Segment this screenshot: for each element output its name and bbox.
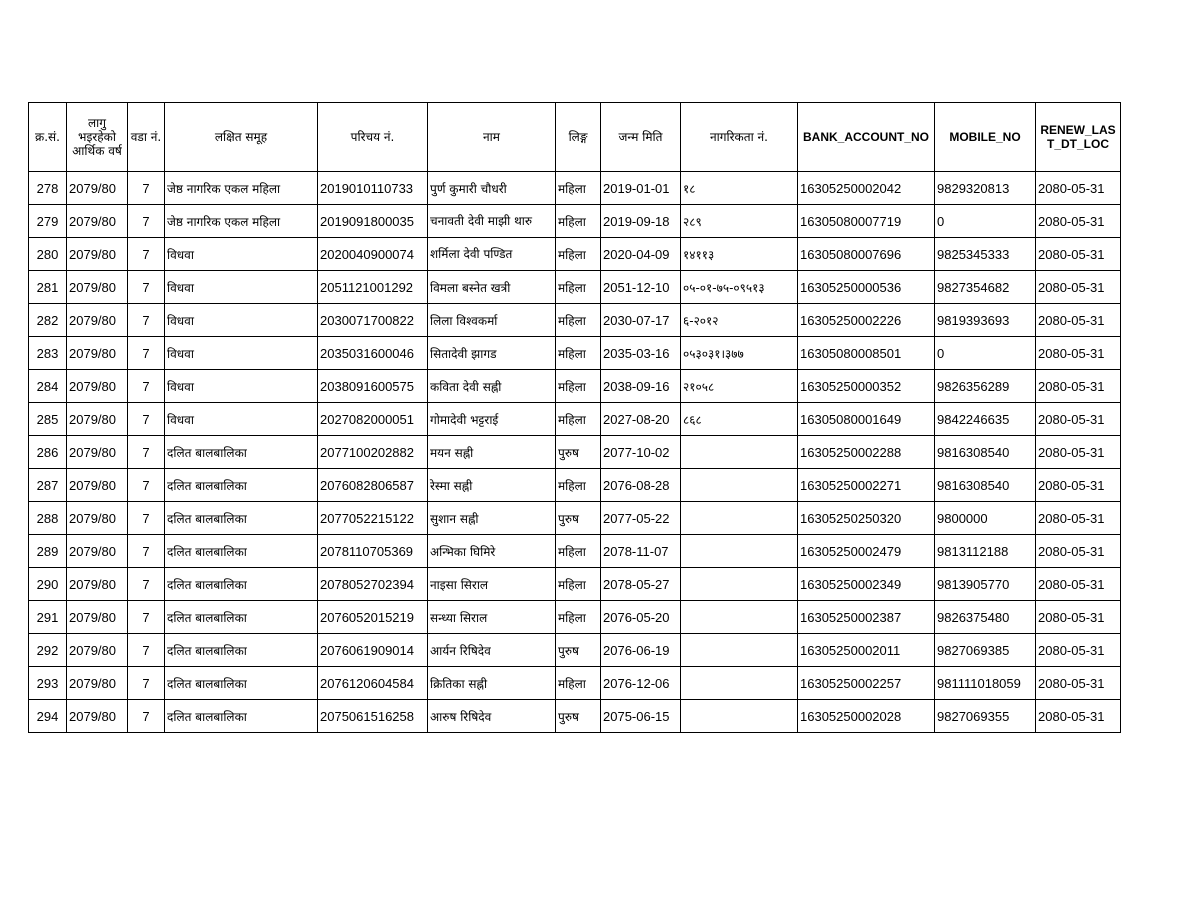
cell-mobile: 9825345333: [935, 238, 1036, 271]
cell-ward-number: 7: [128, 667, 165, 700]
cell-id-number: 2076082806587: [318, 469, 428, 502]
cell-id-number: 2030071700822: [318, 304, 428, 337]
cell-name: चनावती देवी माझी थारु: [428, 205, 556, 238]
cell-fiscal-year: 2079/80: [67, 436, 128, 469]
cell-serial-number: 292: [29, 634, 67, 667]
cell-target-group: जेष्ठ नागरिक एकल महिला: [165, 172, 318, 205]
cell-citizenship-number: [681, 700, 798, 733]
cell-serial-number: 286: [29, 436, 67, 469]
cell-serial-number: 287: [29, 469, 67, 502]
cell-ward-number: 7: [128, 568, 165, 601]
cell-id-number: 2078110705369: [318, 535, 428, 568]
cell-bank-account: 16305250000352: [798, 370, 935, 403]
cell-bank-account: 16305080007696: [798, 238, 935, 271]
cell-serial-number: 283: [29, 337, 67, 370]
cell-mobile: 9827354682: [935, 271, 1036, 304]
cell-citizenship-number: [681, 436, 798, 469]
cell-target-group: दलित बालबालिका: [165, 502, 318, 535]
cell-target-group: दलित बालबालिका: [165, 601, 318, 634]
header-renew-date: RENEW_LAST_DT_LOC: [1036, 103, 1121, 172]
cell-fiscal-year: 2079/80: [67, 502, 128, 535]
cell-id-number: 2051121001292: [318, 271, 428, 304]
cell-mobile: 9813905770: [935, 568, 1036, 601]
cell-citizenship-number: ०५३०३१।३७७: [681, 337, 798, 370]
table-row: [29, 370, 1121, 403]
table-row: [29, 601, 1121, 634]
cell-serial-number: 280: [29, 238, 67, 271]
table-row: [29, 403, 1121, 436]
cell-date-of-birth: 2027-08-20: [601, 403, 681, 436]
cell-date-of-birth: 2019-01-01: [601, 172, 681, 205]
cell-mobile: 9842246635: [935, 403, 1036, 436]
header-target-group: लक्षित समूह: [165, 103, 318, 172]
cell-gender: महिला: [556, 337, 601, 370]
cell-name: गोमादेवी भट्टराई: [428, 403, 556, 436]
cell-target-group: विधवा: [165, 238, 318, 271]
cell-target-group: विधवा: [165, 403, 318, 436]
cell-target-group: दलित बालबालिका: [165, 436, 318, 469]
table-row: [29, 700, 1121, 733]
cell-fiscal-year: 2079/80: [67, 535, 128, 568]
cell-ward-number: 7: [128, 601, 165, 634]
cell-date-of-birth: 2020-04-09: [601, 238, 681, 271]
cell-citizenship-number: ८६८: [681, 403, 798, 436]
cell-citizenship-number: [681, 601, 798, 634]
cell-ward-number: 7: [128, 535, 165, 568]
cell-date-of-birth: 2030-07-17: [601, 304, 681, 337]
cell-renew-date: 2080-05-31: [1036, 370, 1121, 403]
table-row: [29, 337, 1121, 370]
table-header-row: [29, 103, 1121, 172]
cell-serial-number: 278: [29, 172, 67, 205]
header-name: नाम: [428, 103, 556, 172]
cell-bank-account: 16305250002349: [798, 568, 935, 601]
cell-mobile: 9816308540: [935, 436, 1036, 469]
cell-bank-account: 16305250002288: [798, 436, 935, 469]
cell-gender: पुरुष: [556, 502, 601, 535]
beneficiary-table: [28, 102, 1121, 733]
table-row: [29, 436, 1121, 469]
cell-mobile: 9827069385: [935, 634, 1036, 667]
cell-fiscal-year: 2079/80: [67, 700, 128, 733]
cell-ward-number: 7: [128, 469, 165, 502]
cell-serial-number: 293: [29, 667, 67, 700]
cell-citizenship-number: १८: [681, 172, 798, 205]
cell-name: सितादेवी झागड: [428, 337, 556, 370]
table-row: [29, 271, 1121, 304]
header-ward-number: वडा नं.: [128, 103, 165, 172]
cell-ward-number: 7: [128, 370, 165, 403]
cell-renew-date: 2080-05-31: [1036, 634, 1121, 667]
cell-renew-date: 2080-05-31: [1036, 469, 1121, 502]
cell-fiscal-year: 2079/80: [67, 238, 128, 271]
cell-citizenship-number: ६-२०१२: [681, 304, 798, 337]
cell-target-group: विधवा: [165, 337, 318, 370]
cell-ward-number: 7: [128, 634, 165, 667]
cell-renew-date: 2080-05-31: [1036, 502, 1121, 535]
header-date-of-birth: जन्म मिति: [601, 103, 681, 172]
cell-gender: महिला: [556, 370, 601, 403]
cell-mobile: 0: [935, 337, 1036, 370]
table-row: [29, 535, 1121, 568]
cell-mobile: 9829320813: [935, 172, 1036, 205]
cell-renew-date: 2080-05-31: [1036, 238, 1121, 271]
cell-id-number: 2078052702394: [318, 568, 428, 601]
cell-renew-date: 2080-05-31: [1036, 337, 1121, 370]
cell-citizenship-number: १४११३: [681, 238, 798, 271]
header-citizenship-number: नागरिकता नं.: [681, 103, 798, 172]
cell-fiscal-year: 2079/80: [67, 370, 128, 403]
cell-serial-number: 290: [29, 568, 67, 601]
cell-target-group: विधवा: [165, 370, 318, 403]
cell-renew-date: 2080-05-31: [1036, 568, 1121, 601]
cell-name: शर्मिला देवी पण्डित: [428, 238, 556, 271]
cell-mobile: 0: [935, 205, 1036, 238]
cell-mobile: 9800000: [935, 502, 1036, 535]
cell-fiscal-year: 2079/80: [67, 667, 128, 700]
cell-target-group: दलित बालबालिका: [165, 700, 318, 733]
cell-date-of-birth: 2076-05-20: [601, 601, 681, 634]
cell-id-number: 2076061909014: [318, 634, 428, 667]
cell-target-group: दलित बालबालिका: [165, 535, 318, 568]
cell-gender: महिला: [556, 205, 601, 238]
cell-date-of-birth: 2076-12-06: [601, 667, 681, 700]
cell-citizenship-number: [681, 634, 798, 667]
cell-id-number: 2027082000051: [318, 403, 428, 436]
cell-date-of-birth: 2019-09-18: [601, 205, 681, 238]
cell-gender: महिला: [556, 568, 601, 601]
table-row: [29, 304, 1121, 337]
cell-date-of-birth: 2075-06-15: [601, 700, 681, 733]
cell-ward-number: 7: [128, 172, 165, 205]
cell-serial-number: 291: [29, 601, 67, 634]
cell-ward-number: 7: [128, 271, 165, 304]
cell-serial-number: 289: [29, 535, 67, 568]
cell-bank-account: 16305080007719: [798, 205, 935, 238]
table-row: [29, 238, 1121, 271]
cell-id-number: 2077100202882: [318, 436, 428, 469]
header-gender: लिङ्ग: [556, 103, 601, 172]
cell-bank-account: 16305250002042: [798, 172, 935, 205]
cell-fiscal-year: 2079/80: [67, 469, 128, 502]
cell-date-of-birth: 2038-09-16: [601, 370, 681, 403]
table-row: [29, 568, 1121, 601]
table-body: [29, 172, 1121, 733]
table-row: [29, 667, 1121, 700]
cell-date-of-birth: 2076-06-19: [601, 634, 681, 667]
cell-id-number: 2076120604584: [318, 667, 428, 700]
cell-gender: महिला: [556, 601, 601, 634]
cell-target-group: विधवा: [165, 304, 318, 337]
cell-renew-date: 2080-05-31: [1036, 271, 1121, 304]
cell-bank-account: 16305250002226: [798, 304, 935, 337]
cell-id-number: 2019091800035: [318, 205, 428, 238]
cell-target-group: दलित बालबालिका: [165, 667, 318, 700]
cell-renew-date: 2080-05-31: [1036, 403, 1121, 436]
cell-bank-account: 16305080001649: [798, 403, 935, 436]
cell-date-of-birth: 2076-08-28: [601, 469, 681, 502]
cell-target-group: दलित बालबालिका: [165, 634, 318, 667]
cell-name: मयन सह्नी: [428, 436, 556, 469]
cell-name: पुर्ण कुमारी चौधरी: [428, 172, 556, 205]
cell-gender: पुरुष: [556, 436, 601, 469]
cell-bank-account: 16305250002028: [798, 700, 935, 733]
cell-fiscal-year: 2079/80: [67, 403, 128, 436]
cell-ward-number: 7: [128, 304, 165, 337]
cell-id-number: 2076052015219: [318, 601, 428, 634]
cell-citizenship-number: [681, 535, 798, 568]
header-id-number: परिचय नं.: [318, 103, 428, 172]
cell-fiscal-year: 2079/80: [67, 205, 128, 238]
cell-gender: महिला: [556, 172, 601, 205]
cell-date-of-birth: 2077-05-22: [601, 502, 681, 535]
cell-renew-date: 2080-05-31: [1036, 601, 1121, 634]
cell-ward-number: 7: [128, 403, 165, 436]
cell-fiscal-year: 2079/80: [67, 568, 128, 601]
cell-ward-number: 7: [128, 205, 165, 238]
cell-citizenship-number: [681, 568, 798, 601]
cell-fiscal-year: 2079/80: [67, 172, 128, 205]
cell-renew-date: 2080-05-31: [1036, 700, 1121, 733]
cell-citizenship-number: ०५-०१-७५-०९५१३: [681, 271, 798, 304]
cell-citizenship-number: [681, 469, 798, 502]
cell-ward-number: 7: [128, 502, 165, 535]
cell-citizenship-number: [681, 502, 798, 535]
table-row: [29, 172, 1121, 205]
cell-id-number: 2077052215122: [318, 502, 428, 535]
table-row: [29, 469, 1121, 502]
cell-citizenship-number: २८९: [681, 205, 798, 238]
cell-bank-account: 16305250000536: [798, 271, 935, 304]
cell-citizenship-number: [681, 667, 798, 700]
cell-target-group: दलित बालबालिका: [165, 568, 318, 601]
cell-mobile: 9826356289: [935, 370, 1036, 403]
cell-serial-number: 279: [29, 205, 67, 238]
cell-name: विमला बस्नेत खत्री: [428, 271, 556, 304]
cell-name: लिला विश्वकर्मा: [428, 304, 556, 337]
cell-mobile: 9827069355: [935, 700, 1036, 733]
cell-citizenship-number: २१०५८: [681, 370, 798, 403]
cell-name: रेस्मा सह्नी: [428, 469, 556, 502]
cell-target-group: जेष्ठ नागरिक एकल महिला: [165, 205, 318, 238]
cell-bank-account: 16305250002387: [798, 601, 935, 634]
cell-id-number: 2019010110733: [318, 172, 428, 205]
cell-renew-date: 2080-05-31: [1036, 304, 1121, 337]
cell-gender: महिला: [556, 667, 601, 700]
cell-name: सुशान सह्नी: [428, 502, 556, 535]
cell-id-number: 2035031600046: [318, 337, 428, 370]
cell-bank-account: 16305080008501: [798, 337, 935, 370]
cell-fiscal-year: 2079/80: [67, 634, 128, 667]
cell-gender: महिला: [556, 271, 601, 304]
cell-fiscal-year: 2079/80: [67, 271, 128, 304]
cell-gender: पुरुष: [556, 700, 601, 733]
cell-ward-number: 7: [128, 238, 165, 271]
cell-name: आरुष रिषिदेव: [428, 700, 556, 733]
cell-id-number: 2020040900074: [318, 238, 428, 271]
cell-ward-number: 7: [128, 700, 165, 733]
cell-gender: महिला: [556, 238, 601, 271]
cell-bank-account: 16305250002011: [798, 634, 935, 667]
cell-mobile: 9816308540: [935, 469, 1036, 502]
cell-mobile: 9819393693: [935, 304, 1036, 337]
cell-target-group: दलित बालबालिका: [165, 469, 318, 502]
cell-mobile: 9813112188: [935, 535, 1036, 568]
cell-id-number: 2038091600575: [318, 370, 428, 403]
cell-mobile: 981111018059: [935, 667, 1036, 700]
cell-renew-date: 2080-05-31: [1036, 172, 1121, 205]
cell-name: सन्ध्या सिराल: [428, 601, 556, 634]
cell-gender: पुरुष: [556, 634, 601, 667]
cell-mobile: 9826375480: [935, 601, 1036, 634]
cell-date-of-birth: 2078-11-07: [601, 535, 681, 568]
cell-renew-date: 2080-05-31: [1036, 667, 1121, 700]
cell-ward-number: 7: [128, 337, 165, 370]
cell-gender: महिला: [556, 403, 601, 436]
cell-date-of-birth: 2077-10-02: [601, 436, 681, 469]
cell-serial-number: 282: [29, 304, 67, 337]
cell-ward-number: 7: [128, 436, 165, 469]
cell-bank-account: 16305250250320: [798, 502, 935, 535]
cell-bank-account: 16305250002257: [798, 667, 935, 700]
cell-renew-date: 2080-05-31: [1036, 436, 1121, 469]
table-row: [29, 502, 1121, 535]
cell-date-of-birth: 2078-05-27: [601, 568, 681, 601]
cell-target-group: विधवा: [165, 271, 318, 304]
cell-fiscal-year: 2079/80: [67, 601, 128, 634]
cell-name: कविता देवी सह्नी: [428, 370, 556, 403]
cell-gender: महिला: [556, 304, 601, 337]
cell-gender: महिला: [556, 535, 601, 568]
cell-bank-account: 16305250002479: [798, 535, 935, 568]
cell-date-of-birth: 2051-12-10: [601, 271, 681, 304]
table-row: [29, 634, 1121, 667]
header-serial-number: क्र.सं.: [29, 103, 67, 172]
cell-serial-number: 281: [29, 271, 67, 304]
header-mobile: MOBILE_NO: [935, 103, 1036, 172]
cell-name: क्रितिका सह्नी: [428, 667, 556, 700]
cell-name: आर्यन रिषिदेव: [428, 634, 556, 667]
header-fiscal-year: लागु भइरहेको आर्थिक वर्ष: [67, 103, 128, 172]
cell-serial-number: 294: [29, 700, 67, 733]
cell-id-number: 2075061516258: [318, 700, 428, 733]
cell-renew-date: 2080-05-31: [1036, 535, 1121, 568]
cell-fiscal-year: 2079/80: [67, 304, 128, 337]
cell-renew-date: 2080-05-31: [1036, 205, 1121, 238]
cell-date-of-birth: 2035-03-16: [601, 337, 681, 370]
table-row: [29, 205, 1121, 238]
header-bank-account: BANK_ACCOUNT_NO: [798, 103, 935, 172]
cell-name: अन्भिका घिमिरे: [428, 535, 556, 568]
cell-gender: महिला: [556, 469, 601, 502]
cell-serial-number: 285: [29, 403, 67, 436]
cell-serial-number: 288: [29, 502, 67, 535]
cell-fiscal-year: 2079/80: [67, 337, 128, 370]
cell-name: नाइसा सिराल: [428, 568, 556, 601]
cell-serial-number: 284: [29, 370, 67, 403]
cell-bank-account: 16305250002271: [798, 469, 935, 502]
